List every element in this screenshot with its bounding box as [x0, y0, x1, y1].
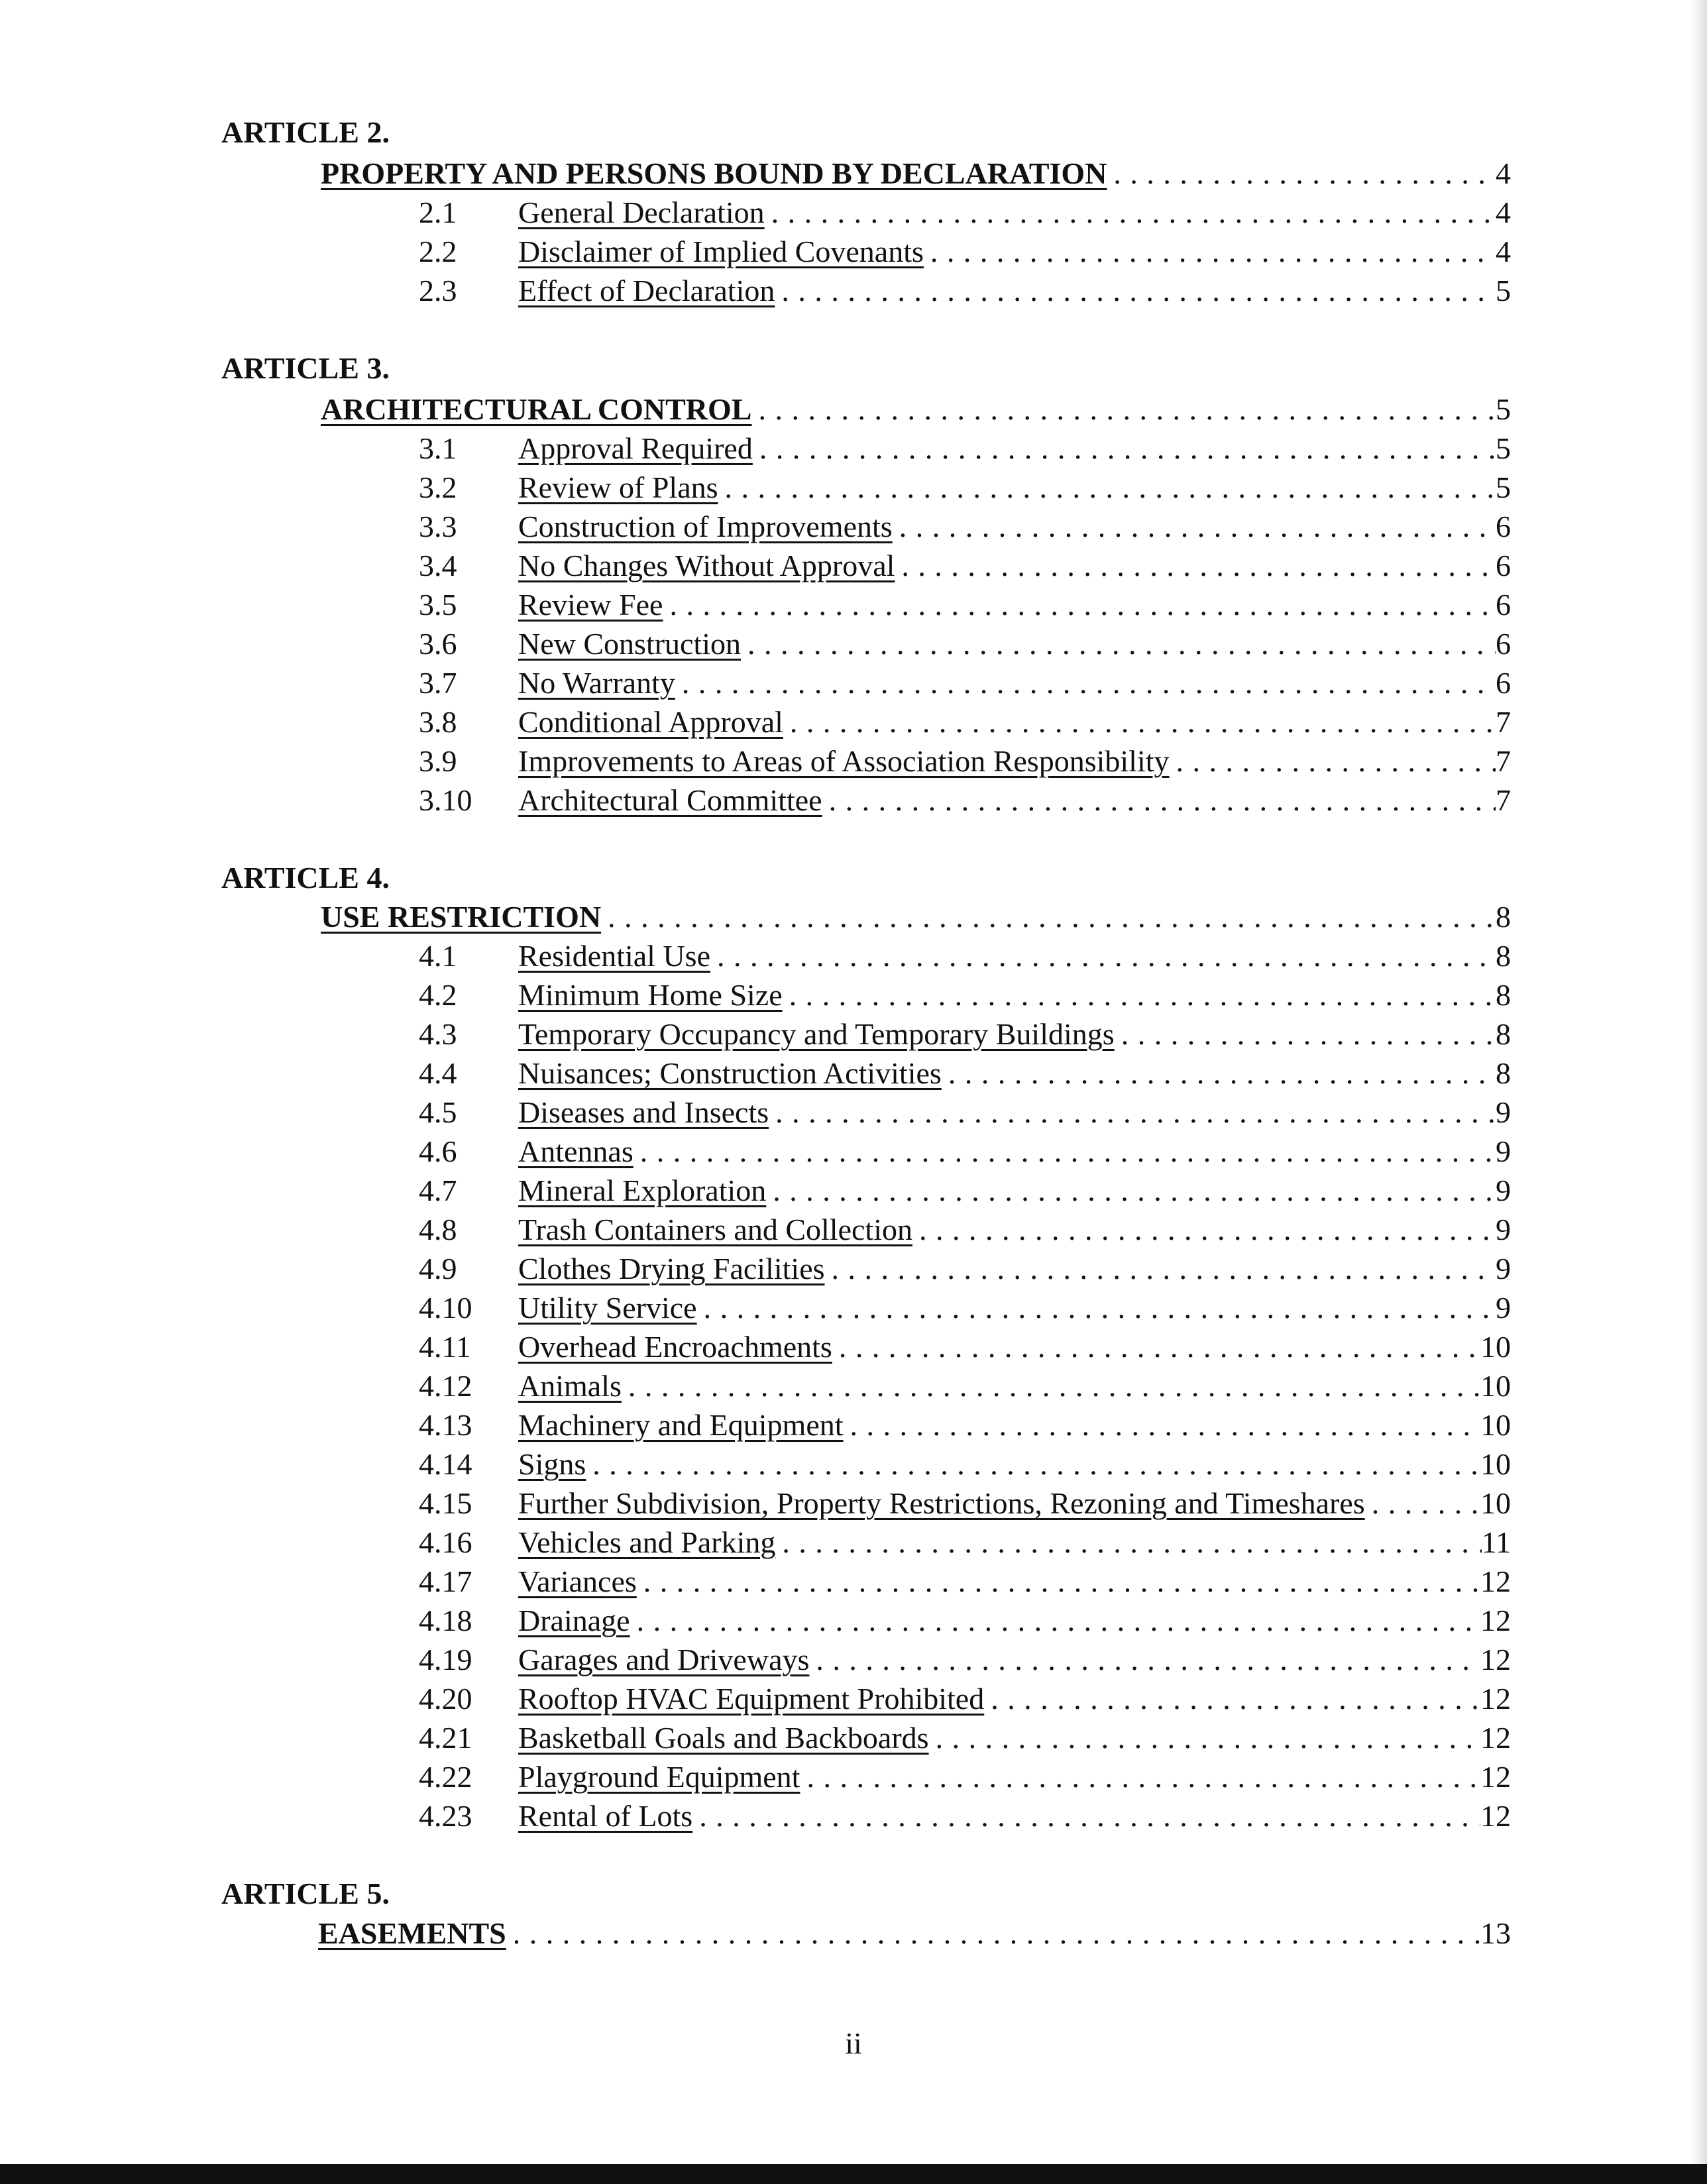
article-heading: ARTICLE 2. [221, 115, 390, 149]
section-title[interactable]: Vehicles and Parking [518, 1525, 776, 1559]
dot-leader [783, 977, 1496, 1014]
section-number: 4.3 [419, 1017, 457, 1051]
dot-leader [1107, 155, 1496, 192]
section-title[interactable]: Signs [518, 1447, 586, 1481]
section-title[interactable]: Variances [518, 1564, 637, 1598]
section-title[interactable]: Review of Plans [518, 470, 718, 504]
section-title[interactable]: Antennas [518, 1134, 633, 1168]
dot-leader [630, 1602, 1480, 1639]
toc-section-row[interactable] [419, 1055, 1511, 1092]
section-number: 3.9 [419, 744, 457, 778]
dot-leader [766, 1172, 1496, 1209]
section-number: 4.9 [419, 1252, 457, 1285]
section-title[interactable]: No Warranty [518, 666, 675, 700]
toc-page-number: 7 [1496, 705, 1511, 739]
toc-page-number: 13 [1480, 1916, 1511, 1950]
section-title[interactable]: Rental of Lots [518, 1799, 693, 1833]
toc-page-number: 8 [1496, 978, 1511, 1012]
toc-section-row[interactable] [419, 194, 1511, 231]
toc-page-number: 12 [1480, 1604, 1511, 1637]
section-number: 4.20 [419, 1682, 472, 1716]
section-title[interactable]: No Changes Without Approval [518, 549, 895, 582]
section-title[interactable]: Residential Use [518, 939, 710, 973]
dot-leader [637, 1563, 1480, 1600]
toc-section-row[interactable] [419, 1759, 1511, 1796]
toc-section-row[interactable] [419, 1289, 1511, 1327]
dot-leader [692, 1798, 1480, 1835]
toc-article-title-row[interactable] [321, 155, 1511, 192]
dot-leader [601, 899, 1496, 936]
section-number: 3.4 [419, 549, 457, 582]
dot-leader [1115, 1016, 1496, 1053]
toc-page-number: 10 [1480, 1369, 1511, 1403]
toc-section-row[interactable] [419, 1407, 1511, 1444]
section-number: 3.7 [419, 666, 457, 700]
section-title[interactable]: Temporary Occupancy and Temporary Buildings [518, 1017, 1115, 1051]
section-number: 3.6 [419, 627, 457, 661]
toc-page-number: 11 [1481, 1525, 1511, 1559]
section-number: 4.6 [419, 1134, 457, 1168]
toc-section-row[interactable] [419, 1016, 1511, 1053]
dot-leader [984, 1680, 1480, 1718]
toc-section-row[interactable] [419, 1563, 1511, 1600]
section-number: 3.10 [419, 783, 472, 817]
toc-section-row[interactable] [419, 586, 1511, 624]
section-number: 4.19 [419, 1643, 472, 1676]
dot-leader [775, 1524, 1481, 1561]
toc-page-number: 9 [1496, 1134, 1511, 1168]
section-number: 4.16 [419, 1525, 472, 1559]
section-title[interactable]: Rooftop HVAC Equipment Prohibited [518, 1682, 985, 1716]
section-number: 2.1 [419, 195, 457, 229]
toc-section-row[interactable] [419, 1524, 1511, 1561]
toc-page-number: 9 [1496, 1252, 1511, 1285]
section-title[interactable]: Minimum Home Size [518, 978, 783, 1012]
toc-section-row[interactable] [419, 1485, 1511, 1522]
dot-leader [697, 1289, 1496, 1327]
section-number: 4.11 [419, 1330, 471, 1364]
section-title[interactable]: Trash Containers and Collection [518, 1213, 912, 1246]
section-title[interactable]: Animals [518, 1369, 622, 1403]
toc-page-number: 9 [1496, 1213, 1511, 1246]
dot-leader [924, 233, 1496, 270]
toc-page-number: 12 [1480, 1760, 1511, 1794]
toc-section-row[interactable] [419, 469, 1511, 506]
toc-page-number: 12 [1480, 1564, 1511, 1598]
toc-page-number: 4 [1496, 156, 1511, 190]
article-heading: ARTICLE 5. [221, 1877, 390, 1910]
toc-page-number: 6 [1496, 549, 1511, 582]
section-number: 4.14 [419, 1447, 472, 1481]
section-title[interactable]: Architectural Committee [518, 783, 822, 817]
scan-edge [0, 2164, 1707, 2184]
dot-leader [895, 547, 1496, 584]
section-number: 3.2 [419, 470, 457, 504]
toc-page-number: 8 [1496, 1017, 1511, 1051]
toc-article-title-row[interactable] [321, 899, 1511, 936]
toc-page-number: 4 [1496, 235, 1511, 268]
section-title[interactable]: Utility Service [518, 1291, 697, 1325]
section-title[interactable]: Diseases and Insects [518, 1095, 769, 1129]
toc-section-row[interactable] [419, 1329, 1511, 1366]
toc-section-row[interactable] [419, 938, 1511, 975]
section-number: 3.8 [419, 705, 457, 739]
toc-page-number: 12 [1480, 1799, 1511, 1833]
toc-page-number: 7 [1496, 744, 1511, 778]
toc-page-number: 12 [1480, 1643, 1511, 1676]
section-title[interactable]: Garages and Driveways [518, 1643, 810, 1676]
section-number: 4.23 [419, 1799, 472, 1833]
section-number: 4.22 [419, 1760, 472, 1794]
dot-leader [586, 1446, 1480, 1483]
toc-page-number: 6 [1496, 510, 1511, 543]
section-title[interactable]: Basketball Goals and Backboards [518, 1721, 929, 1755]
dot-leader [800, 1759, 1480, 1796]
dot-leader [753, 430, 1496, 467]
toc-section-row[interactable] [419, 977, 1511, 1014]
dot-leader [809, 1641, 1480, 1678]
section-number: 4.10 [419, 1291, 472, 1325]
section-number: 4.17 [419, 1564, 472, 1598]
toc-section-row[interactable] [419, 665, 1511, 702]
section-title[interactable]: Disclaimer of Implied Covenants [518, 235, 924, 268]
section-title[interactable]: Improvements to Areas of Association Responsibility [518, 744, 1170, 778]
toc-article-title[interactable]: USE RESTRICTION [321, 900, 602, 934]
section-title[interactable]: General Declaration [518, 195, 765, 229]
toc-section-row[interactable] [419, 782, 1511, 819]
toc-section-row[interactable] [419, 1172, 1511, 1209]
dot-leader [929, 1720, 1480, 1757]
dot-leader [741, 626, 1496, 663]
toc-page-number: 5 [1496, 431, 1511, 465]
toc-page-number: 9 [1496, 1291, 1511, 1325]
toc-page-number: 6 [1496, 666, 1511, 700]
section-number: 3.1 [419, 431, 457, 465]
section-number: 3.3 [419, 510, 457, 543]
toc-section-row[interactable] [419, 1250, 1511, 1287]
dot-leader [633, 1133, 1496, 1170]
dot-leader [1365, 1485, 1480, 1522]
toc-section-row[interactable] [419, 704, 1511, 741]
dot-leader [506, 1915, 1480, 1952]
dot-leader [893, 508, 1496, 545]
toc-page-number: 10 [1480, 1447, 1511, 1481]
toc-page-number: 7 [1496, 783, 1511, 817]
toc-section-row[interactable] [419, 626, 1511, 663]
section-number: 4.18 [419, 1604, 472, 1637]
dot-leader [663, 586, 1496, 624]
section-number: 4.13 [419, 1408, 472, 1442]
section-title[interactable]: Mineral Exploration [518, 1174, 767, 1207]
section-number: 4.15 [419, 1486, 472, 1520]
toc-section-row[interactable] [419, 1446, 1511, 1483]
page-number: ii [845, 2026, 862, 2060]
section-title[interactable]: Conditional Approval [518, 705, 783, 739]
toc-page-number: 8 [1496, 939, 1511, 973]
toc-page-number: 5 [1496, 470, 1511, 504]
dot-leader [718, 469, 1496, 506]
section-title[interactable]: Construction of Improvements [518, 510, 893, 543]
toc-page-number: 10 [1480, 1408, 1511, 1442]
toc-page-number: 12 [1480, 1721, 1511, 1755]
section-title[interactable]: Review Fee [518, 588, 663, 622]
toc-page-number: 8 [1496, 1056, 1511, 1090]
dot-leader [675, 665, 1496, 702]
section-title[interactable]: Machinery and Equipment [518, 1408, 844, 1442]
toc-page-number: 5 [1496, 392, 1511, 426]
toc-section-row[interactable] [419, 1680, 1511, 1718]
toc-section-row[interactable] [419, 233, 1511, 270]
dot-leader [1170, 743, 1496, 780]
dot-leader [769, 1094, 1496, 1131]
toc-page-number: 10 [1480, 1486, 1511, 1520]
section-title[interactable]: New Construction [518, 627, 742, 661]
section-number: 4.8 [419, 1213, 457, 1246]
section-number: 4.4 [419, 1056, 457, 1090]
dot-leader [844, 1407, 1480, 1444]
toc-section-row[interactable] [419, 1602, 1511, 1639]
section-title[interactable]: Playground Equipment [518, 1760, 800, 1794]
toc-article-title[interactable]: PROPERTY AND PERSONS BOUND BY DECLARATION [321, 156, 1107, 190]
section-number: 4.7 [419, 1174, 457, 1207]
dot-leader [752, 391, 1496, 428]
dot-leader [765, 194, 1496, 231]
section-number: 4.1 [419, 939, 457, 973]
toc-section-row[interactable] [419, 430, 1511, 467]
toc-article-title[interactable]: ARCHITECTURAL CONTROL [321, 392, 752, 426]
toc-page-number: 9 [1496, 1174, 1511, 1207]
toc-section-row[interactable] [419, 272, 1511, 309]
section-number: 2.2 [419, 235, 457, 268]
dot-leader [710, 938, 1496, 975]
dot-leader [783, 704, 1496, 741]
dot-leader [822, 782, 1496, 819]
section-title[interactable]: Effect of Declaration [518, 274, 775, 307]
toc-article-title-row[interactable] [318, 1915, 1511, 1952]
article-heading: ARTICLE 3. [221, 351, 390, 385]
toc-section-row[interactable] [419, 1368, 1511, 1405]
scan-edge [1691, 0, 1707, 2184]
toc-section-row[interactable] [419, 1094, 1511, 1131]
toc-section-row[interactable] [419, 1720, 1511, 1757]
section-title[interactable]: Overhead Encroachments [518, 1330, 832, 1364]
toc-page-number: 6 [1496, 627, 1511, 661]
toc-section-row[interactable] [419, 1211, 1511, 1248]
section-title[interactable]: Approval Required [518, 431, 753, 465]
toc-page-number: 12 [1480, 1682, 1511, 1716]
toc-section-row[interactable] [419, 508, 1511, 545]
section-title[interactable]: Drainage [518, 1604, 630, 1637]
dot-leader [775, 272, 1496, 309]
toc-section-row[interactable] [419, 1641, 1511, 1678]
toc-article-title-row[interactable] [321, 391, 1511, 428]
dot-leader [832, 1329, 1480, 1366]
dot-leader [622, 1368, 1480, 1405]
toc-page-number: 8 [1496, 900, 1511, 934]
toc-section-row[interactable] [419, 743, 1511, 780]
section-number: 4.2 [419, 978, 457, 1012]
dot-leader [912, 1211, 1496, 1248]
toc-section-row[interactable] [419, 547, 1511, 584]
section-title[interactable]: Further Subdivision, Property Restrictions, Rezoning and Timeshares [518, 1486, 1365, 1520]
article-heading: ARTICLE 4. [221, 861, 390, 895]
section-title[interactable]: Clothes Drying Facilities [518, 1252, 825, 1285]
section-number: 4.21 [419, 1721, 472, 1755]
toc-page-number: 10 [1480, 1330, 1511, 1364]
section-number: 3.5 [419, 588, 457, 622]
toc-page-number: 9 [1496, 1095, 1511, 1129]
toc-page-number: 4 [1496, 195, 1511, 229]
dot-leader [825, 1250, 1496, 1287]
section-number: 2.3 [419, 274, 457, 307]
toc-page-number: 5 [1496, 274, 1511, 307]
toc-article-title[interactable]: EASEMENTS [318, 1916, 506, 1950]
section-number: 4.5 [419, 1095, 457, 1129]
toc-section-row[interactable] [419, 1133, 1511, 1170]
section-number: 4.12 [419, 1369, 472, 1403]
section-title[interactable]: Nuisances; Construction Activities [518, 1056, 942, 1090]
dot-leader [942, 1055, 1496, 1092]
toc-section-row[interactable] [419, 1798, 1511, 1835]
toc-page-number: 6 [1496, 588, 1511, 622]
